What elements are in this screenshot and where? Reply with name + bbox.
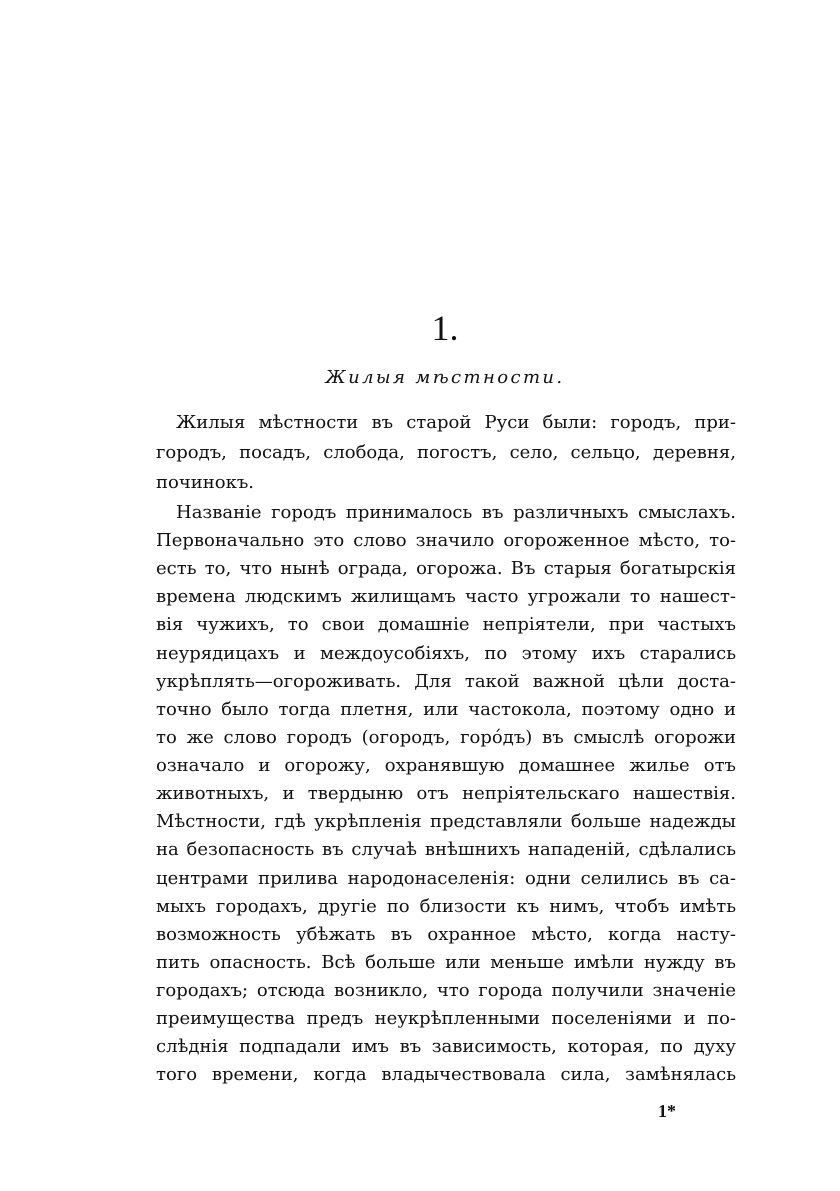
text-line: починокъ.	[156, 472, 254, 493]
signature-mark: 1*	[658, 1101, 676, 1121]
text-line: преимущества предъ неукрѣпленными поселенiями и по-	[156, 1008, 736, 1029]
text-line: на безопасность въ случаѣ внѣшнихъ нападенiй, сдѣлались	[156, 839, 736, 860]
chapter-number: 1.	[431, 308, 459, 348]
text-line: Мѣстности, гдѣ укрѣпленiя представляли больше надежды	[156, 811, 736, 832]
text-line: времена людскимъ жилищамъ часто угрожали то нашест-	[156, 586, 736, 607]
text-line: Названiе городъ принималось въ различныхъ смыслахъ.	[176, 502, 736, 523]
text-line: центрами прилива народонаселенiя: одни селились въ са-	[156, 868, 736, 889]
text-line: есть то, что нынѣ ограда, огорожа. Въ старыя богатырскiя	[156, 558, 736, 579]
text-line: вiя чужихъ, то свои домашнiе непрiятели, при частыхъ	[156, 614, 736, 635]
text-line: городахъ; отсюда возникло, что города получили значенiе	[156, 980, 736, 1001]
text-line: то же слово городъ (огородъ, горо́дъ) въ смыслѣ огорожи	[156, 727, 736, 748]
text-line: означало и огорожу, охранявшую домашнее жилье отъ	[156, 755, 736, 776]
text-line: пить опасность. Всѣ больше или меньше имѣли нужду въ	[156, 952, 736, 973]
text-line: Жилыя мѣстности въ старой Руси были: городъ, при-	[176, 412, 736, 433]
text-line: того времени, когда владычествовала сила, замѣнялась	[156, 1064, 736, 1085]
text-line: точно было тогда плетня, или частокола, поэтому одно и	[156, 699, 736, 720]
text-line: укрѣплять—огороживать. Для такой важной цѣли доста-	[156, 671, 736, 692]
text-line: неурядицахъ и междоусобiяхъ, по этому ихъ старались	[156, 643, 736, 664]
text-line: городъ, посадъ, слобода, погостъ, село, сельцо, деревня,	[156, 442, 736, 463]
text-line: мыхъ городахъ, другiе по близости къ нимъ, чтобъ имѣть	[156, 896, 736, 917]
text-line: животныхъ, и твердыню отъ непрiятельскаго нашествiя.	[156, 783, 736, 804]
text-line: Первоначально это слово значило огороженное мѣсто, то-	[156, 530, 736, 551]
text-line: возможность убѣжать въ охранное мѣсто, когда насту-	[156, 924, 736, 945]
text-line: слѣднiя подпадали имъ въ зависимость, которая, по духу	[156, 1036, 736, 1057]
chapter-title: Жилыя мѣстности.	[325, 367, 565, 388]
